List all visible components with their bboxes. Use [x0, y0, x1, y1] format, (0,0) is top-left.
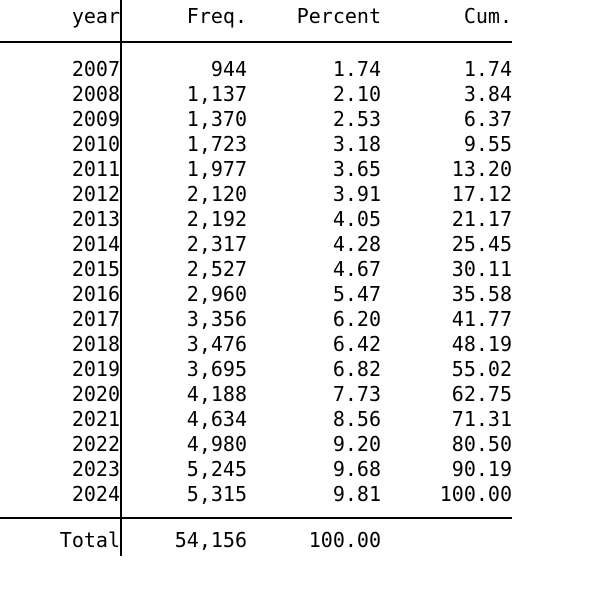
cum-cell: 71.31	[451, 407, 512, 431]
freq-cell: 3,356	[186, 307, 247, 331]
percent-cell: 9.81	[332, 482, 381, 506]
cum-cell: 17.12	[451, 182, 512, 206]
cum-cell: 3.84	[463, 82, 512, 106]
cum-cell: 48.19	[451, 332, 512, 356]
percent-cell: 6.42	[332, 332, 381, 356]
cum-cell: 90.19	[451, 457, 512, 481]
table-row	[0, 182, 512, 207]
table-row	[0, 482, 512, 507]
total-cum-cell	[381, 518, 512, 556]
table-row	[0, 57, 512, 82]
header-spacer-row	[0, 42, 512, 57]
year-cell: 2017	[0, 307, 121, 332]
separator-cell	[381, 507, 512, 518]
year-cell: 2007	[0, 57, 121, 82]
table-row	[0, 432, 512, 457]
year-cell: 2018	[0, 332, 121, 357]
table-row	[0, 332, 512, 357]
freq-cell: 1,137	[186, 82, 247, 106]
year-cell: 2016	[0, 282, 121, 307]
year-cell: 2009	[0, 107, 121, 132]
percent-cell: 3.91	[332, 182, 381, 206]
column-header-year: year	[0, 0, 121, 42]
percent-cell: 9.20	[332, 432, 381, 456]
total-row	[0, 518, 512, 556]
year-cell: 2013	[0, 207, 121, 232]
table-row	[0, 357, 512, 382]
year-cell: 2012	[0, 182, 121, 207]
freq-cell: 3,695	[186, 357, 247, 381]
separator-cell	[0, 507, 121, 518]
table-row	[0, 157, 512, 182]
percent-cell: 7.73	[332, 382, 381, 406]
percent-cell: 3.65	[332, 157, 381, 181]
percent-cell: 6.20	[332, 307, 381, 331]
spacer-cell	[121, 42, 247, 57]
percent-cell: 2.10	[332, 82, 381, 106]
column-header-cum: Cum.	[381, 0, 512, 42]
spacer-cell	[381, 42, 512, 57]
year-cell: 2014	[0, 232, 121, 257]
percent-cell: 4.05	[332, 207, 381, 231]
freq-cell: 4,188	[186, 382, 247, 406]
year-cell: 2020	[0, 382, 121, 407]
cum-cell: 25.45	[451, 232, 512, 256]
total-freq-cell: 54,156	[174, 528, 247, 552]
table-row	[0, 257, 512, 282]
total-separator-row	[0, 507, 512, 518]
year-cell: 2021	[0, 407, 121, 432]
percent-cell: 2.53	[332, 107, 381, 131]
percent-cell: 3.18	[332, 132, 381, 156]
table-row	[0, 107, 512, 132]
freq-cell: 1,370	[186, 107, 247, 131]
cum-cell: 6.37	[463, 107, 512, 131]
cum-cell: 62.75	[451, 382, 512, 406]
separator-cell	[247, 507, 381, 518]
percent-cell: 8.56	[332, 407, 381, 431]
year-cell: 2010	[0, 132, 121, 157]
table-row	[0, 132, 512, 157]
cum-cell: 21.17	[451, 207, 512, 231]
percent-cell: 1.74	[332, 57, 381, 81]
table-row	[0, 282, 512, 307]
year-cell: 2015	[0, 257, 121, 282]
year-cell: 2023	[0, 457, 121, 482]
freq-cell: 2,317	[186, 232, 247, 256]
spacer-cell	[0, 42, 121, 57]
freq-cell: 2,120	[186, 182, 247, 206]
cum-cell: 35.58	[451, 282, 512, 306]
column-header-freq: Freq.	[121, 0, 247, 42]
freq-cell: 2,527	[186, 257, 247, 281]
year-cell: 2019	[0, 357, 121, 382]
separator-cell	[121, 507, 247, 518]
year-cell: 2024	[0, 482, 121, 507]
total-percent-cell: 100.00	[308, 528, 381, 552]
percent-cell: 4.28	[332, 232, 381, 256]
year-cell: 2011	[0, 157, 121, 182]
table-row	[0, 307, 512, 332]
freq-cell: 2,192	[186, 207, 247, 231]
cum-cell: 55.02	[451, 357, 512, 381]
freq-cell: 4,634	[186, 407, 247, 431]
cum-cell: 41.77	[451, 307, 512, 331]
cum-cell: 13.20	[451, 157, 512, 181]
cum-cell: 1.74	[463, 57, 512, 81]
freq-cell: 3,476	[186, 332, 247, 356]
freq-cell: 4,980	[186, 432, 247, 456]
year-cell: 2022	[0, 432, 121, 457]
freq-cell: 1,723	[186, 132, 247, 156]
column-header-percent: Percent	[247, 0, 381, 42]
cum-cell: 9.55	[463, 132, 512, 156]
freq-cell: 2,960	[186, 282, 247, 306]
table-row	[0, 457, 512, 482]
table-row	[0, 232, 512, 257]
percent-cell: 6.82	[332, 357, 381, 381]
table-row	[0, 82, 512, 107]
cum-cell: 100.00	[439, 482, 512, 506]
percent-cell: 5.47	[332, 282, 381, 306]
table-header-row	[0, 0, 512, 42]
table-row	[0, 382, 512, 407]
freq-cell: 1,977	[186, 157, 247, 181]
freq-cell: 5,245	[186, 457, 247, 481]
table-row	[0, 407, 512, 432]
freq-cell: 5,315	[186, 482, 247, 506]
table-row	[0, 207, 512, 232]
spacer-cell	[247, 42, 381, 57]
freq-cell: 944	[210, 57, 247, 81]
percent-cell: 9.68	[332, 457, 381, 481]
total-label-cell: Total	[0, 518, 121, 556]
percent-cell: 4.67	[332, 257, 381, 281]
cum-cell: 80.50	[451, 432, 512, 456]
cum-cell: 30.11	[451, 257, 512, 281]
year-cell: 2008	[0, 82, 121, 107]
